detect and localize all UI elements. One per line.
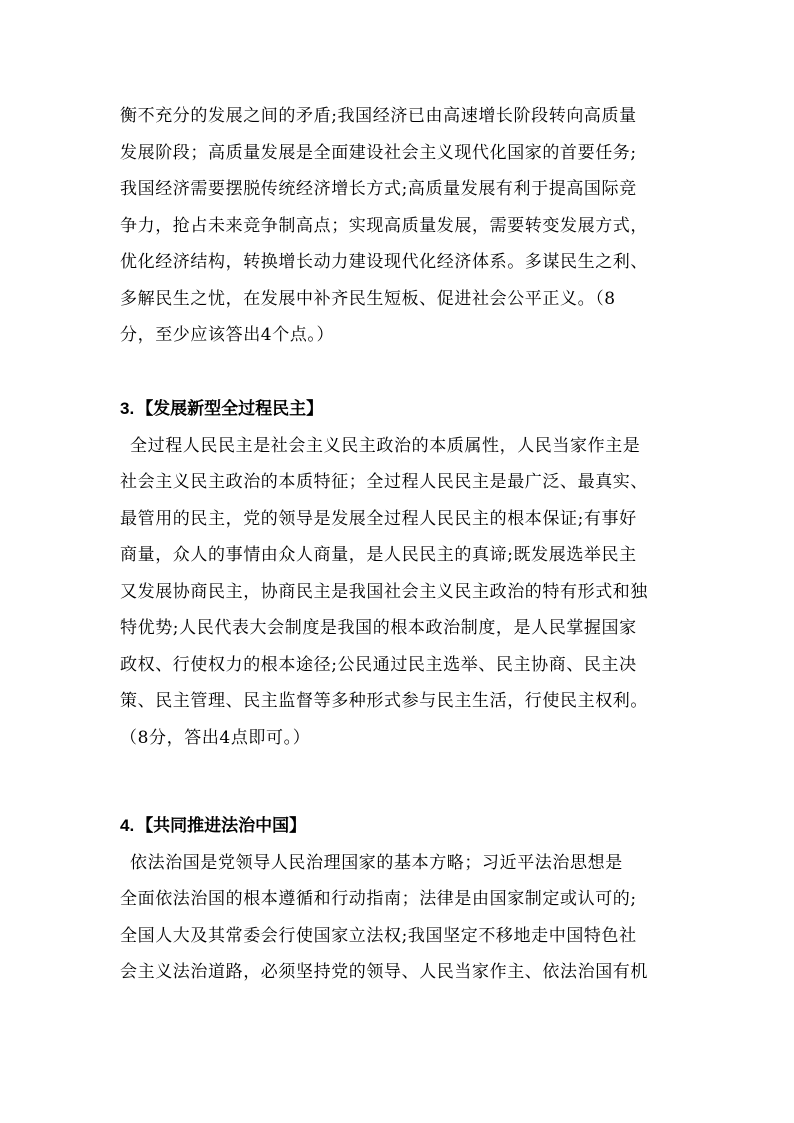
paragraph-line: 衡不充分的发展之间的矛盾;我国经济已由高速增长阶段转向高质量 [120, 106, 637, 126]
section-title: 【共同推进法治中国】 [136, 816, 307, 836]
paragraph-line: 全国人大及其常委会行使国家立法权;我国坚定不移地走中国特色社 [120, 925, 637, 946]
section-heading [120, 808, 690, 845]
paragraph-line: 分，至少应该答出4个点。） [120, 325, 335, 345]
paragraph-line: 策、民主管理、民主监督等多种形式参与民主生活，行使民主权利。 [120, 691, 648, 711]
paragraph-line: 优化经济结构，转换增长动力建设现代化经济体系。多谋民生之利、 [120, 252, 648, 272]
paragraph-line: 特优势;人民代表大会制度是我国的根本政治制度，是人民掌握国家 [120, 618, 637, 638]
section-3 [120, 391, 690, 756]
paragraph-line: 多解民生之忧，在发展中补齐民生短板、促进社会公平正义。（8 [120, 288, 616, 309]
paragraph-line: 又发展协商民主，协商民主是我国社会主义民主政治的特有形式和独 [120, 581, 648, 602]
paragraph-line: 我国经济需要摆脱传统经济增长方式;高质量发展有利于提高国际竞 [120, 179, 637, 199]
paragraph-line: 最管用的民主，党的领导是发展全过程人民民主的根本保证;有事好 [120, 508, 637, 529]
paragraph-line: 争力，抢占未来竞争制高点；实现高质量发展，需要转变发展方式， [120, 215, 648, 236]
section-number: 4. [120, 816, 135, 835]
section-2-tail [120, 98, 690, 354]
paragraph-line: 全面依法治国的根本遵循和行动指南；法律是由国家制定或认可的; [120, 889, 637, 909]
section-number: 3. [120, 399, 135, 418]
section-4 [120, 808, 690, 991]
paragraph-line: 发展阶段；高质量发展是全面建设社会主义现代化国家的首要任务; [120, 142, 637, 163]
section-title: 【发展新型全过程民主】 [136, 399, 324, 419]
paragraph-line: （8分，答出4点即可。） [120, 727, 311, 748]
paragraph-line: 全过程人民民主是社会主义民主政治的本质属性，人民当家作主是 [130, 435, 641, 456]
section-heading [120, 391, 690, 428]
paragraph-line: 社会主义民主政治的本质特征；全过程人民民主是最广泛、最真实、 [120, 472, 648, 492]
paragraph-line: 会主义法治道路，必须坚持党的领导、人民当家作主、依法治国有机 [120, 962, 648, 982]
paragraph-line: 政权、行使权力的根本途径;公民通过民主选举、民主协商、民主决 [120, 654, 637, 675]
paragraph-line: 依法治国是党领导人民治理国家的基本方略；习近平法治思想是 [130, 852, 623, 873]
paragraph-line: 商量，众人的事情由众人商量，是人民民主的真谛;既发展选举民主 [120, 545, 637, 565]
